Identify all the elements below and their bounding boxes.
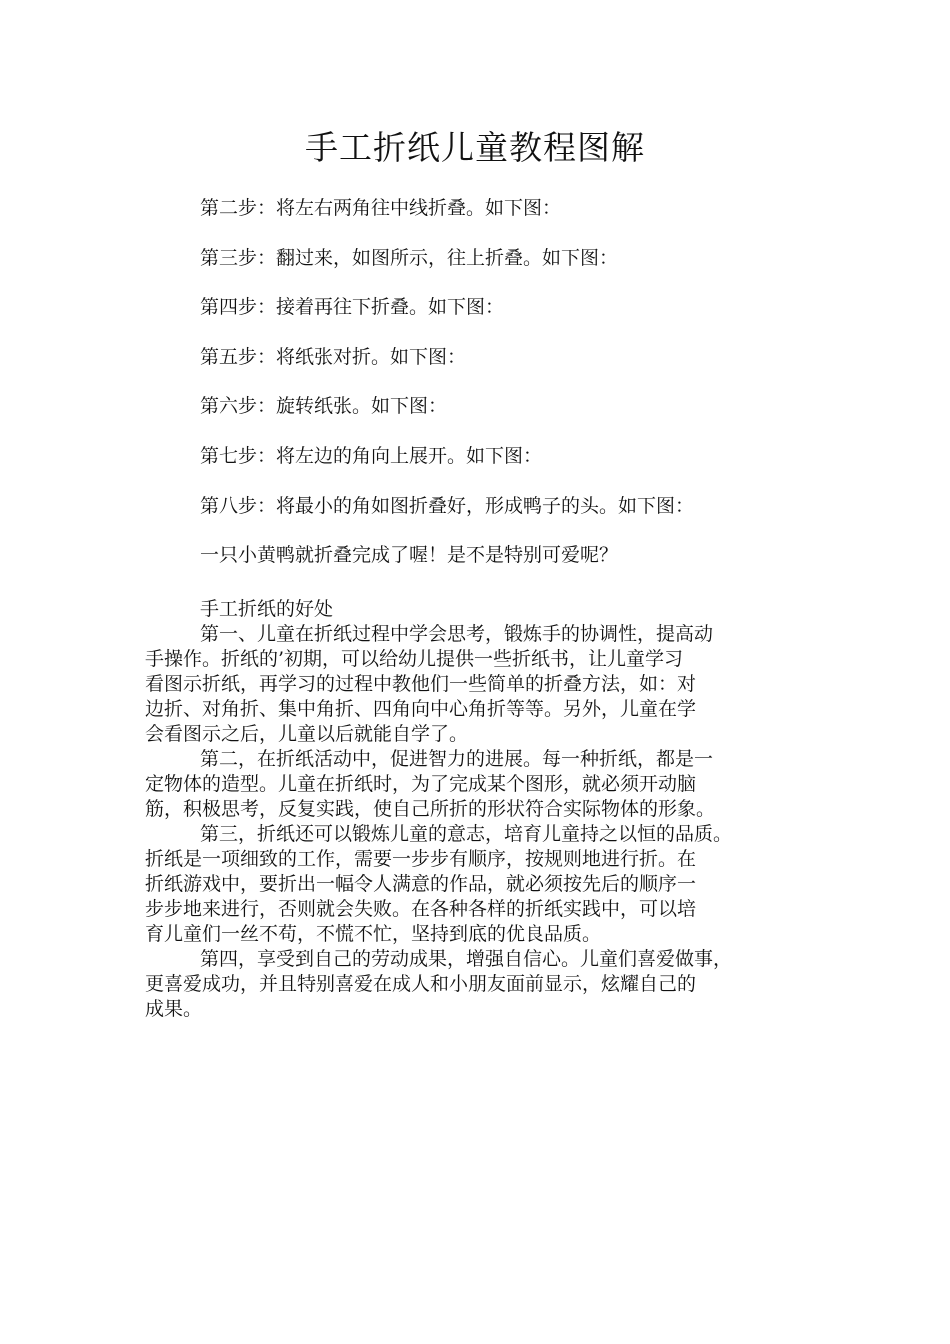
paragraph-line: 第一、儿童在折纸过程中学会思考，锻炼手的协调性，提高动 — [200, 623, 714, 645]
benefit-paragraph-1 — [145, 622, 825, 747]
step-7: 第七步：将左边的角向上展开。如下图： — [200, 444, 543, 467]
paragraph-line: 边折、对角折、集中角折、四角向中心角折等等。另外，儿童在学 — [145, 698, 697, 720]
paragraph-line: 更喜爱成功，并且特别喜爱在成人和小朋友面前显示，炫耀自己的 — [145, 973, 697, 995]
step-6: 第六步：旋转纸张。如下图： — [200, 395, 448, 418]
paragraph-line: 会看图示之后，儿童以后就能自学了。 — [145, 723, 469, 745]
benefits-section — [145, 597, 825, 1022]
step-3: 第三步：翻过来，如图所示，往上折叠。如下图： — [200, 246, 619, 269]
paragraph-line: 筋，积极思考，反复实践，使自己所折的形状符合实际物体的形象。 — [145, 798, 716, 820]
paragraph-line: 步步地来进行，否则就会失败。在各种各样的折纸实践中，可以培 — [145, 898, 697, 920]
step-4: 第四步：接着再往下折叠。如下图： — [200, 296, 505, 319]
paragraph-line: 第二，在折纸活动中，促进智力的进展。每一种折纸，都是一 — [200, 748, 714, 770]
paragraph-line: 定物体的造型。儿童在折纸时，为了完成某个图形，就必须开动脑 — [145, 773, 697, 795]
paragraph-line: 育儿童们一丝不苟，不慌不忙，坚持到底的优良品质。 — [145, 923, 602, 945]
paragraph-line: 折纸游戏中，要折出一幅令人满意的作品，就必须按先后的顺序一 — [145, 873, 697, 895]
paragraph-line: 看图示折纸，再学习的过程中教他们一些简单的折叠方法，如：对 — [145, 673, 697, 695]
benefit-paragraph-4 — [145, 947, 825, 1022]
paragraph-line: 第三，折纸还可以锻炼儿童的意志，培育儿童持之以恒的品质。 — [200, 823, 733, 845]
paragraph-line: 成果。 — [145, 998, 203, 1020]
step-5: 第五步：将纸张对折。如下图： — [200, 345, 467, 368]
step-list — [200, 196, 694, 593]
benefit-paragraph-3 — [145, 822, 825, 947]
step-8: 第八步：将最小的角如图折叠好，形成鸭子的头。如下图： — [200, 494, 695, 517]
benefits-heading: 手工折纸的好处 — [200, 598, 334, 620]
completion-note: 一只小黄鸭就折叠完成了喔！是不是特别可爱呢？ — [200, 544, 619, 567]
step-2: 第二步：将左右两角往中线折叠。如下图： — [200, 197, 562, 219]
paragraph-line: 折纸是一项细致的工作，需要一步步有顺序，按规则地进行折。在 — [145, 848, 697, 870]
paragraph-line: 第四，享受到自己的劳动成果，增强自信心。儿童们喜爱做事， — [200, 948, 733, 970]
benefit-paragraph-2 — [145, 747, 825, 822]
document-title: 手工折纸儿童教程图解 — [305, 128, 645, 167]
paragraph-line: 手操作。折纸的’初期，可以给幼儿提供一些折纸书，让儿童学习 — [145, 648, 684, 670]
